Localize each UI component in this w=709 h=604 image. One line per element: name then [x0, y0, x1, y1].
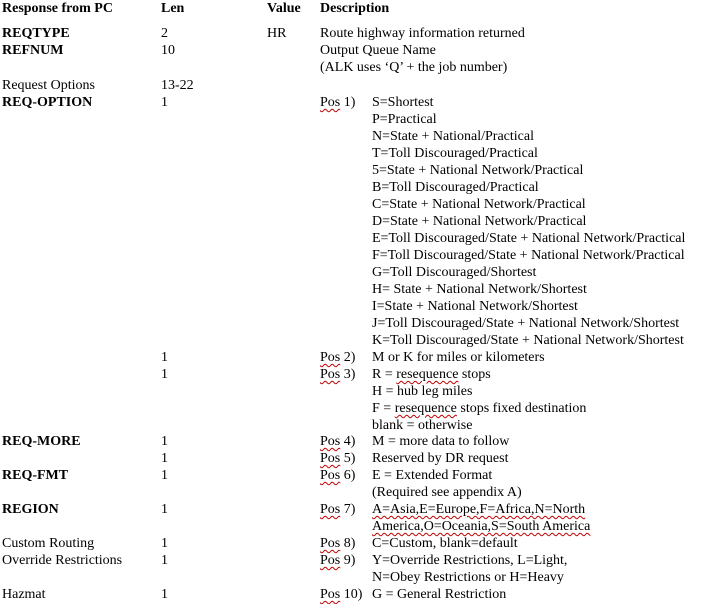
- header-description: Description: [320, 1, 390, 16]
- option-line: B=Toll Discouraged/Practical: [372, 180, 539, 195]
- field-description: (ALK uses ‘Q’ + the job number): [320, 60, 508, 75]
- field-description: E = Extended Format: [372, 468, 493, 483]
- field-len: 10: [161, 43, 175, 58]
- field-len: 1: [161, 451, 168, 466]
- field-name: Override Restrictions: [2, 553, 123, 568]
- position-label: Pos 4): [320, 434, 356, 449]
- position-label: Pos 5): [320, 451, 356, 466]
- pos-word: Pos: [320, 434, 341, 449]
- field-len: 1: [161, 553, 168, 568]
- field-name: REQTYPE: [2, 26, 70, 41]
- option-line: F=Toll Discouraged/State + National Network/Practical: [372, 248, 685, 263]
- field-name: REGION: [2, 502, 59, 517]
- field-description: America,O=Oceania,S=South America: [372, 519, 591, 534]
- field-len: 13-22: [161, 78, 194, 93]
- field-len: 1: [161, 587, 168, 602]
- option-line: D=State + National Network/Practical: [372, 214, 587, 229]
- field-name: REQ-FMT: [2, 468, 69, 483]
- option-line: N=State + National/Practical: [372, 129, 534, 144]
- field-description: M or K for miles or kilometers: [372, 350, 545, 365]
- option-line: P=Practical: [372, 112, 437, 127]
- position-label: Pos 7): [320, 502, 356, 517]
- pos-word: Pos: [320, 502, 341, 517]
- position-label: Pos 9): [320, 553, 356, 568]
- field-len: 1: [161, 536, 168, 551]
- field-description: M = more data to follow: [372, 434, 510, 449]
- position-label: Pos 3): [320, 367, 356, 382]
- pos-word: Pos: [320, 536, 341, 551]
- header-value: Value: [267, 1, 301, 16]
- field-value: HR: [267, 26, 287, 41]
- option-line: S=Shortest: [372, 95, 434, 110]
- field-description: H = hub leg miles: [372, 384, 473, 399]
- header-response: Response from PC: [2, 1, 113, 16]
- field-name: REQ-OPTION: [2, 95, 93, 110]
- pos-word: Pos: [320, 451, 341, 466]
- field-description: Output Queue Name: [320, 43, 436, 58]
- field-len: 1: [161, 350, 168, 365]
- position-label: Pos 6): [320, 468, 356, 483]
- field-name: Custom Routing: [2, 536, 95, 551]
- field-description: N=Obey Restrictions or H=Heavy: [372, 570, 564, 585]
- pos-word: Pos: [320, 367, 341, 382]
- header-len: Len: [161, 1, 185, 16]
- field-description: G = General Restriction: [372, 587, 507, 602]
- position-label: Pos 2): [320, 350, 356, 365]
- position-label: Pos 1): [320, 95, 356, 110]
- field-description: R = resequence stops: [372, 367, 491, 382]
- field-description: C=Custom, blank=default: [372, 536, 518, 551]
- field-len: 1: [161, 502, 168, 517]
- field-name: Hazmat: [2, 587, 46, 602]
- field-len: 1: [161, 468, 168, 483]
- option-line: G=Toll Discouraged/Shortest: [372, 265, 537, 280]
- option-line: 5=State + National Network/Practical: [372, 163, 584, 178]
- pos-word: Pos: [320, 553, 341, 568]
- field-len: 1: [161, 95, 168, 110]
- pos-word: Pos: [320, 468, 341, 483]
- option-line: C=State + National Network/Practical: [372, 197, 586, 212]
- resequence-word: resequence: [394, 401, 457, 416]
- field-description: Y=Override Restrictions, L=Light,: [372, 553, 568, 568]
- field-len: 1: [161, 367, 168, 382]
- pos-word: Pos: [320, 587, 341, 602]
- position-label: Pos 8): [320, 536, 356, 551]
- field-description: Reserved by DR request: [372, 451, 509, 466]
- option-line: T=Toll Discouraged/Practical: [372, 146, 538, 161]
- field-name: REQ-MORE: [2, 434, 81, 449]
- field-description: A=Asia,E=Europe,F=Africa,N=North: [372, 502, 586, 517]
- option-line: J=Toll Discouraged/State + National Network/Shortest: [372, 316, 680, 331]
- position-label: Pos 10): [320, 587, 363, 602]
- option-line: E=Toll Discouraged/State + National Network/Practical: [372, 231, 686, 246]
- field-description: Route highway information returned: [320, 26, 525, 41]
- option-line: K=Toll Discouraged/State + National Network/Shortest: [372, 333, 684, 348]
- field-name: REFNUM: [2, 43, 64, 58]
- field-len: 2: [161, 26, 168, 41]
- pos-word: Pos: [320, 95, 341, 110]
- field-description: blank = otherwise: [372, 418, 473, 433]
- resequence-word: resequence: [396, 367, 459, 382]
- field-name: Request Options: [2, 78, 95, 93]
- field-description: F = resequence stops fixed destination: [372, 401, 587, 416]
- pos-word: Pos: [320, 350, 341, 365]
- option-line: H= State + National Network/Shortest: [372, 282, 587, 297]
- field-description: (Required see appendix A): [372, 485, 522, 500]
- field-len: 1: [161, 434, 168, 449]
- option-line: I=State + National Network/Shortest: [372, 299, 578, 314]
